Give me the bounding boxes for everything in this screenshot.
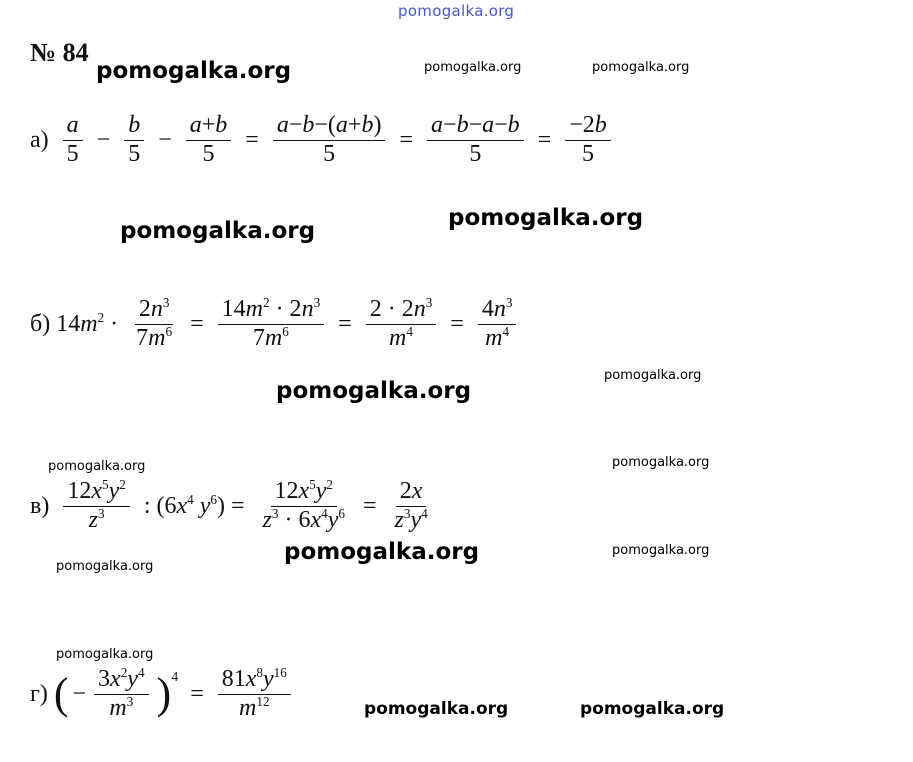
watermark: pomogalka.org <box>48 459 146 474</box>
fraction: $\frac{a-b-a-b}{5}$ <box>427 112 524 168</box>
watermark: pomogalka.org <box>276 378 472 404</box>
fraction: $\frac{81x^8y^{16}}{m^{12}}$ <box>218 666 291 722</box>
fraction: $\frac{-2b}{5}$ <box>565 112 611 168</box>
part-label-v: в) <box>30 492 50 519</box>
watermark: pomogalka.org <box>96 58 292 84</box>
fraction: $\frac{3x^2y^4}{m^3}$ <box>94 666 149 722</box>
watermark: pomogalka.org <box>284 539 480 565</box>
part-label-a: а) <box>30 126 49 153</box>
watermark: pomogalka.org <box>604 368 702 383</box>
watermark: pomogalka.org <box>364 699 509 719</box>
fraction: $\frac{2 \cdot 2n^3}{m^4}$ <box>366 296 437 352</box>
watermark: pomogalka.org <box>56 647 154 662</box>
fraction: $\frac{b}{5}$ <box>124 112 144 168</box>
part-label-b: б) <box>30 310 51 337</box>
fraction: $\frac{4n^3}{m^4}$ <box>478 296 517 352</box>
fraction: $\frac{2x}{z^3y^4}$ <box>394 478 428 533</box>
equation-g: г) ( − $\frac{3x^2y^4}{m^3}$ ) 4 = $\frac{81x^8y^{16}}{m^{12}}$ <box>30 666 299 722</box>
watermark: pomogalka.org <box>612 543 710 558</box>
fraction: $\frac{12x^5y^2}{z^3 \cdot 6x^4y^6}$ <box>262 476 345 533</box>
watermark: pomogalka.org <box>448 205 644 231</box>
watermark: pomogalka.org <box>56 559 154 574</box>
watermark: pomogalka.org <box>612 455 710 470</box>
fraction: $\frac{12x^5y^2}{z^3}$ <box>63 478 130 534</box>
problem-number: № 84 <box>30 38 89 67</box>
part-label-g: г) <box>30 680 48 707</box>
watermark: pomogalka.org <box>580 699 725 719</box>
fraction: $\frac{a}{5}$ <box>63 112 83 168</box>
equation-v: в) $\frac{12x^5y^2}{z^3}$ : ($6x^4$ $y^6$) = $\frac{12x^5y^2}{z^3 \cdot 6x^4y^6}$ = $\frac{2x}{z^3y^4}$ <box>30 478 440 534</box>
watermark: pomogalka.org <box>120 218 316 244</box>
watermark-top: pomogalka.org <box>398 2 515 20</box>
equation-b: б) $14m^2$ · $\frac{2n^3}{7m^6}$ = $\frac{14m^2 \cdot 2n^3}{7m^6}$ = $\frac{2 \cdot 2n^3}{m^4}$ = $\frac{4n^3}{m^4}$ <box>30 296 524 352</box>
equation-a: а) $\frac{a}{5}$ − $\frac{b}{5}$ − $\frac{a+b}{5}$ = $\frac{a-b-(a+b)}{5}$ = $\frac{a-b-a-b}{5}$ = $\frac{-2b}{5}$ <box>30 112 619 168</box>
fraction: $\frac{2n^3}{7m^6}$ <box>136 294 173 351</box>
fraction: $\frac{14m^2 \cdot 2n^3}{7m^6}$ <box>218 296 325 352</box>
fraction: $\frac{a-b-(a+b)}{5}$ <box>273 112 386 168</box>
fraction: $\frac{a+b}{5}$ <box>186 112 232 168</box>
watermark: pomogalka.org <box>424 60 522 75</box>
watermark: pomogalka.org <box>592 60 690 75</box>
